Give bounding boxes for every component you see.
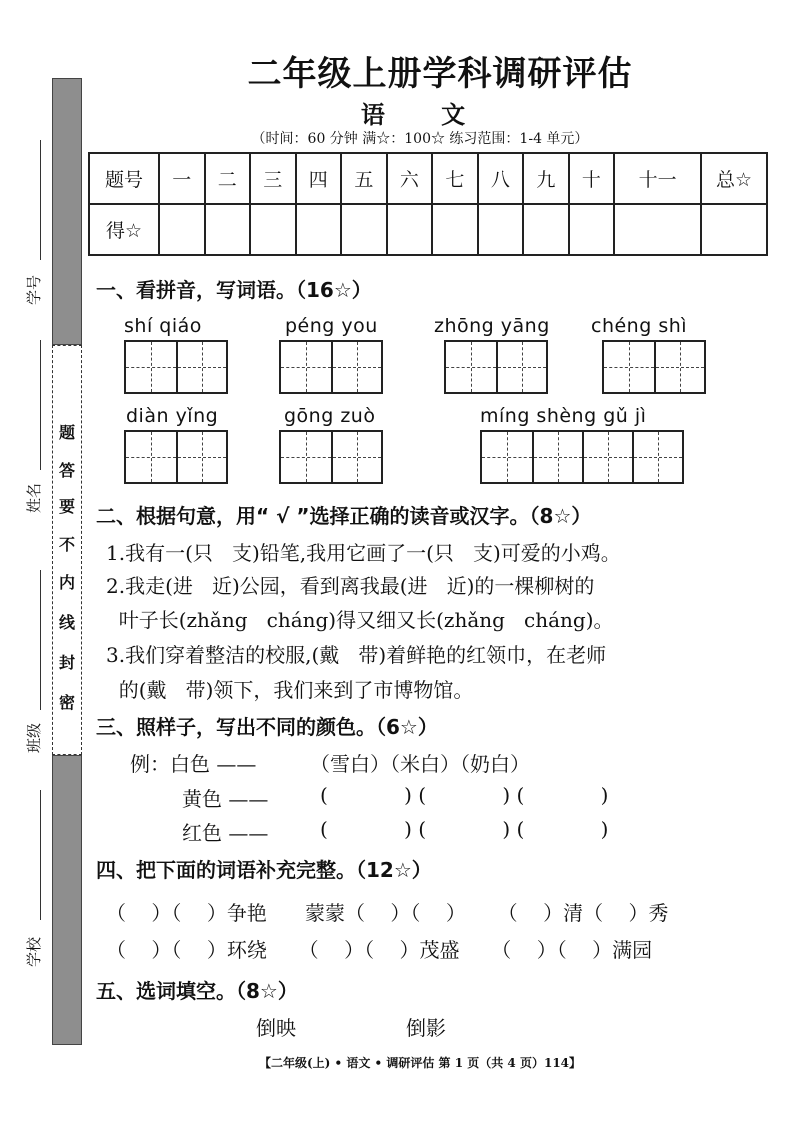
section-1-title: 一、看拼音，写词语。（16☆） [96, 278, 372, 302]
score-cell[interactable] [159, 204, 205, 255]
score-cell[interactable] [205, 204, 251, 255]
name-write-line[interactable] [40, 340, 42, 470]
score-cell[interactable] [523, 204, 569, 255]
tianzige-box[interactable] [279, 430, 383, 484]
section-5-title: 五、选词填空。（8☆） [96, 979, 298, 1003]
word-option: 倒映 [256, 1016, 296, 1040]
sealed-char: 密 [58, 693, 75, 712]
score-header-cell: 一 [159, 153, 205, 204]
score-header-cell: 三 [250, 153, 296, 204]
section-3-title: 三、照样子，写出不同的颜色。（6☆） [96, 715, 438, 739]
score-table-header-row [89, 153, 767, 204]
score-header-cell: 二 [205, 153, 251, 204]
score-cell[interactable] [701, 204, 767, 255]
word-option: 倒影 [406, 1016, 446, 1040]
score-header-cell: 八 [478, 153, 524, 204]
question-line: 1.我有一(只 支)铅笔,我用它画了一(只 支)可爱的小鸡。 [106, 541, 621, 565]
score-header-cell: 九 [523, 153, 569, 204]
section-2-title: 二、根据句意，用“ √ ”选择正确的读音或汉字。（8☆） [96, 504, 592, 528]
score-header-cell: 总☆ [701, 153, 767, 204]
school-write-line[interactable] [40, 790, 42, 920]
exam-info: （时间：60 分钟 满☆：100☆ 练习范围：1-4 单元） [251, 131, 589, 147]
school-label: 学校 [25, 937, 43, 968]
pinyin-label: zhōng yāng [434, 315, 550, 337]
pinyin-label: péng you [285, 315, 378, 337]
sealed-char: 题 [58, 423, 75, 442]
section-4-title: 四、把下面的词语补充完整。（12☆） [96, 858, 432, 882]
score-table-score-row [89, 204, 767, 255]
score-cell[interactable] [387, 204, 433, 255]
pinyin-label: shí qiáo [124, 315, 202, 337]
sealed-char: 答 [58, 461, 75, 480]
class-write-line[interactable] [40, 570, 42, 710]
question-line: 的(戴 带)领下，我们来到了市博物馆。 [106, 678, 474, 702]
sealed-char: 内 [58, 573, 75, 592]
score-cell[interactable] [478, 204, 524, 255]
question-line: 叶子长(zhǎng cháng)得又细又长(zhǎng cháng)。 [106, 608, 614, 632]
example-answers: （雪白）（米白）（奶白） [310, 752, 530, 776]
score-header-cell: 五 [341, 153, 387, 204]
binding-strip-bottom [52, 755, 82, 1045]
fill-words-row[interactable]: （ ）（ ）争艳 蒙蒙（ ）（ ） （ ）清（ ）秀 [106, 901, 669, 925]
color-row-blanks[interactable]: ( ) ( ) ( ) [320, 783, 609, 807]
binding-strip-top [52, 78, 82, 345]
score-cell[interactable] [296, 204, 342, 255]
score-cell[interactable] [341, 204, 387, 255]
pinyin-label: diàn yǐng [126, 405, 219, 427]
score-cell[interactable] [250, 204, 296, 255]
score-cell[interactable] [614, 204, 701, 255]
pinyin-label: chéng shì [591, 315, 688, 337]
id-write-line[interactable] [40, 140, 42, 260]
score-header-cell: 六 [387, 153, 433, 204]
question-line: 2.我走(进 近)公园，看到离我最(进 近)的一棵柳树的 [106, 574, 595, 598]
example-label: 例：白色 —— [130, 752, 257, 776]
tianzige-box[interactable] [124, 430, 228, 484]
sealed-char: 要 [58, 497, 75, 516]
page-footer: 【二年级(上) • 语文 • 调研评估 第 1 页（共 4 页）114】 [258, 1056, 582, 1070]
score-header-cell: 题号 [89, 153, 159, 204]
sealed-char: 不 [58, 535, 75, 554]
student-name-label: 姓名 [25, 483, 43, 514]
tianzige-box[interactable] [124, 340, 228, 394]
color-row-label: 黄色 —— [182, 787, 269, 811]
score-header-cell: 十 [569, 153, 615, 204]
sealed-char: 线 [58, 613, 75, 632]
class-label: 班级 [25, 723, 43, 754]
score-header-cell: 十一 [614, 153, 701, 204]
pinyin-label: míng shèng gǔ jì [480, 405, 647, 427]
student-id-label: 学号 [25, 275, 43, 306]
sealed-char: 封 [58, 653, 75, 672]
score-header-cell: 四 [296, 153, 342, 204]
color-row-blanks[interactable]: ( ) ( ) ( ) [320, 817, 609, 841]
question-line: 3.我们穿着整洁的校服,(戴 带)着鲜艳的红领巾，在老师 [106, 643, 607, 667]
score-row-label: 得☆ [89, 204, 159, 255]
tianzige-box[interactable] [279, 340, 383, 394]
score-cell[interactable] [569, 204, 615, 255]
pinyin-label: gōng zuò [284, 405, 376, 427]
tianzige-box[interactable] [444, 340, 548, 394]
color-row-label: 红色 —— [182, 821, 269, 845]
exam-title: 二年级上册学科调研评估 [247, 54, 633, 94]
score-cell[interactable] [432, 204, 478, 255]
subject-title: 语 文 [360, 101, 490, 129]
tianzige-box[interactable] [602, 340, 706, 394]
score-table [88, 152, 768, 256]
tianzige-box[interactable] [480, 430, 684, 484]
score-header-cell: 七 [432, 153, 478, 204]
fill-words-row[interactable]: （ ）（ ）环绕 （ ）（ ）茂盛 （ ）（ ）满园 [106, 938, 653, 962]
